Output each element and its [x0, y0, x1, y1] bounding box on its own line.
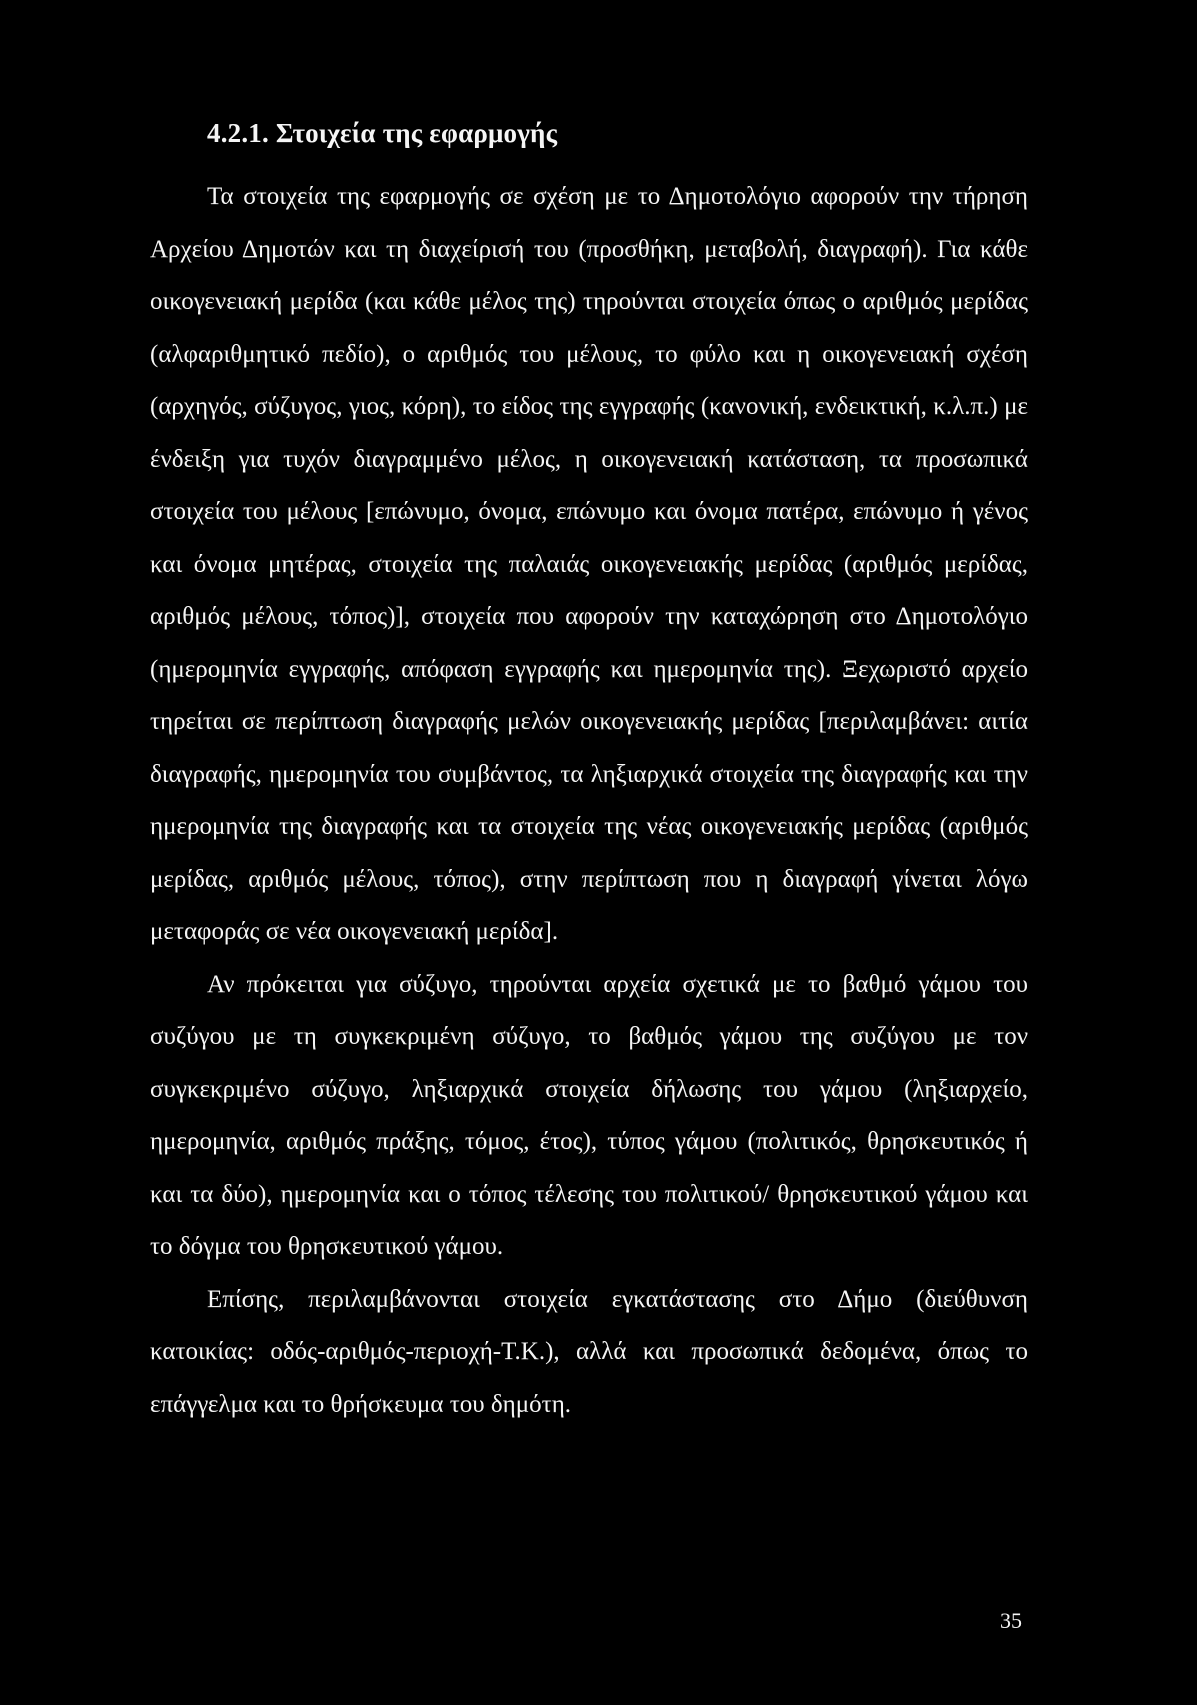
- paragraph-spouse-records: Αν πρόκειται για σύζυγο, τηρούνται αρχεία σχετικά με το βαθμό γάμου του συζύγου με τη συγκεκριμένη σύζυγο, το βαθμός γάμου της συζύγου με τον συγκεκριμένο σύζυγο, ληξιαρχικά στοιχεία δήλωσης του γάμου (ληξιαρχείο, ημερομηνία, αριθμός πράξης, τόμος, έτος), τύπος γάμου (πολιτικός, θρησκευτικός ή και τα δύο), ημερομηνία και ο τόπος τέλεσης του πολιτικού/ θρησκευτικού γάμου και το δόγμα του θρησκευτικού γάμου.: [150, 970, 1028, 1260]
- document-page: [150, 118, 1028, 1431]
- section-heading: 4.2.1. Στοιχεία της εφαρμογής: [207, 118, 558, 148]
- paragraph-residence-data: Επίσης, περιλαμβάνονται στοιχεία εγκατάστασης στο Δήμο (διεύθυνση κατοικίας: οδός-αριθμός-περιοχή-Τ.Κ.), αλλά και προσωπικά δεδομένα, όπως το επάγγελμα και το θρήσκευμα του δημότη.: [150, 1285, 1028, 1418]
- page-number: 35: [1000, 1608, 1022, 1633]
- paragraph-data-elements: Τα στοιχεία της εφαρμογής σε σχέση με το Δημοτολόγιο αφορούν την τήρηση Αρχείου Δημοτών και τη διαχείρισή του (προσθήκη, μεταβολή, διαγραφή). Για κάθε οικογενειακή μερίδα (και κάθε μέλος της) τηρούνται στοιχεία όπως ο αριθμός μερίδας (αλφαριθμητικό πεδίο), ο αριθμός του μέλους, το φύλο και η οικογενειακή σχέση (αρχηγός, σύζυγος, γιος, κόρη), το είδος της εγγραφής (κανονική, ενδεικτική, κ.λ.π.) με ένδειξη για τυχόν διαγραμμένο μέλος, η οικογενειακή κατάσταση, τα προσωπικά στοιχεία του μέλους [επώνυμο, όνομα, επώνυμο και όνομα πατέρα, επώνυμο ή γένος και όνομα μητέρας, στοιχεία της παλαιάς οικογενειακής μερίδας (αριθμός μερίδας, αριθμός μέλους, τόπος)], στοιχεία που αφορούν την καταχώρηση στο Δημοτολόγιο (ημερομηνία εγγραφής, απόφαση εγγραφής και ημερομηνία της). Ξεχωριστό αρχείο τηρείται σε περίπτωση διαγραφής μελών οικογενειακής μερίδας [περιλαμβάνει: αιτία διαγραφής, ημερομηνία του συμβάντος, τα ληξιαρχικά στοιχεία της διαγραφής και την ημερομηνία της διαγραφής και τα στοιχεία της νέας οικογενειακής μερίδας (αριθμός μερίδας, αριθμός μέλους, τόπος), στην περίπτωση που η διαγραφή γίνεται λόγω μεταφοράς σε νέα οικογενειακή μερίδα].: [150, 183, 1028, 945]
